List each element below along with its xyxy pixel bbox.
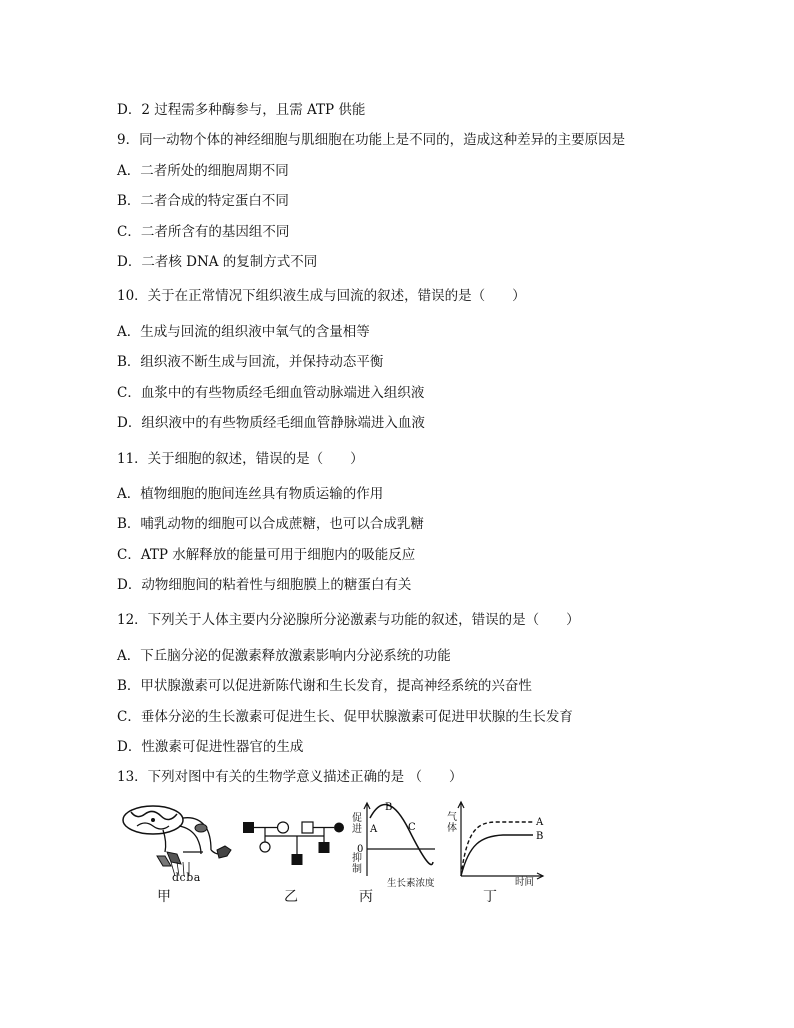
figure-ding [447,800,557,905]
auxin-curve-chart [349,800,445,882]
question-11-stem: 11．关于细胞的叙述，错误的是（ ） [117,451,364,467]
question-12-stem: 12．下列关于人体主要内分泌腺所分泌激素与功能的叙述，错误的是（ ） [117,612,580,628]
curve-a-label: A [536,817,544,828]
zero-label: 0 [357,844,364,855]
question-10-option-a: A．生成与回流的组织液中氧气的含量相等 [117,324,370,340]
jia-nerve-labels: dcba [172,871,201,884]
ding-x-label: 时间 [515,877,535,888]
question-10-option-c: C．血浆中的有些物质经毛细血管动脉端进入组织液 [117,385,425,401]
curve-b-label: B [536,831,544,842]
question-12-option-b: B．甲状腺激素可以促进新陈代谢和生长发育，提高神经系统的兴奋性 [117,678,532,694]
normal-female-symbol [260,842,270,852]
pedigree-chart [241,800,345,880]
point-b-label: B [385,802,393,813]
auxin-curve [370,805,433,865]
figure-yi [241,800,345,905]
gas-time-chart [447,800,557,882]
question-11-option-a: A．植物细胞的胞间连丝具有物质运输的作用 [117,486,384,502]
question-9-option-d: D．二者核 DNA 的复制方式不同 [117,254,318,270]
bing-y-label-inhibit: 抑制 [352,853,362,875]
question-9-option-b: B．二者合成的特定蛋白不同 [117,193,289,209]
bing-x-label: 生长素浓度 [387,878,435,889]
affected-male-symbol [243,822,254,833]
figure-ding-caption: 丁 [483,889,497,905]
figure-row [117,800,557,910]
figure-bing-caption: 丙 [359,889,373,905]
question-11-option-c: C．ATP 水解释放的能量可用于细胞内的吸能反应 [117,547,416,563]
figure-bing [349,800,445,905]
ding-y-label: 气体 [447,812,457,834]
figure-jia [117,800,235,905]
point-a-label: A [370,824,378,835]
question-9-option-a: A．二者所处的细胞周期不同 [117,163,289,179]
question-10-option-d: D．组织液中的有些物质经毛细血管静脉端进入血液 [117,415,425,431]
curve-b [461,835,533,876]
question-9-stem: 9．同一动物个体的神经细胞与肌细胞在功能上是不同的，造成这种差异的主要原因是 [117,132,626,148]
normal-male-symbol [302,822,313,833]
bing-y-label-promote: 促进 [352,813,362,835]
question-12-option-d: D．性激素可促进性器官的生成 [117,739,304,755]
normal-female-symbol [278,822,289,833]
point-c-label: C [408,822,416,833]
question-10-stem: 10．关于在正常情况下组织液生成与回流的叙述，错误的是（ ） [117,288,526,304]
text-line: D．2 过程需多种酶参与，且需 ATP 供能 [117,102,366,118]
affected-female-symbol [334,823,344,833]
question-9-option-c: C．二者所含有的基因组不同 [117,224,290,240]
figure-yi-caption: 乙 [284,889,298,905]
question-10-option-b: B．组织液不断生成与回流，并保持动态平衡 [117,354,384,370]
question-12-option-c: C．垂体分泌的生长激素可促进生长、促甲状腺激素可促进甲状腺的生长发育 [117,709,573,725]
figure-jia-caption: 甲 [157,889,171,905]
question-13-stem: 13．下列对图中有关的生物学意义描述正确的是 （ ） [117,769,463,785]
spinal-cord-diagram [117,800,235,882]
affected-male-symbol [319,842,330,853]
question-12-option-a: A．下丘脑分泌的促激素释放激素影响内分泌系统的功能 [117,648,451,664]
question-11-option-b: B．哺乳动物的细胞可以合成蔗糖，也可以合成乳糖 [117,516,424,532]
affected-male-symbol [292,854,303,865]
question-11-option-d: D．动物细胞间的粘着性与细胞膜上的糖蛋白有关 [117,577,412,593]
